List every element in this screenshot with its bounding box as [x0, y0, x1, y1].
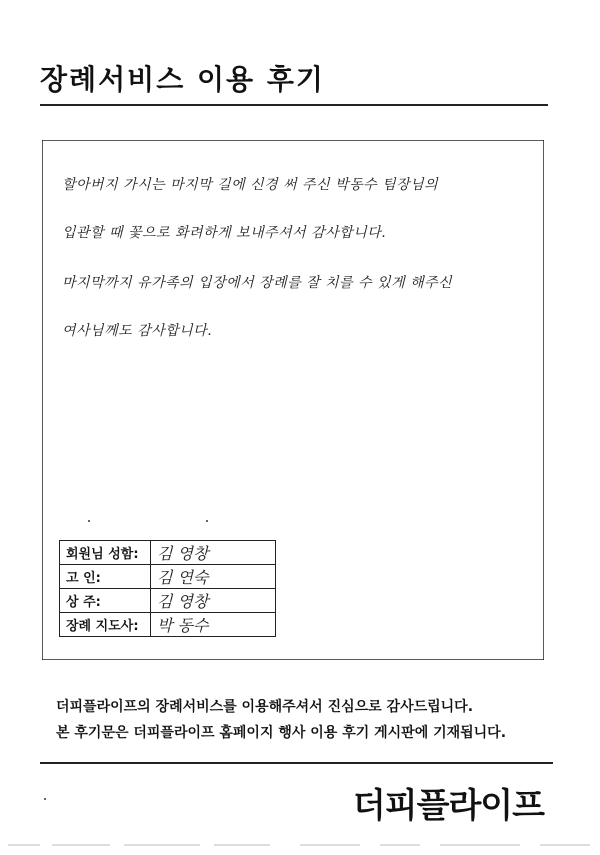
- chief-mourner-label: 상 주:: [60, 589, 151, 613]
- table-row: [60, 541, 276, 565]
- footer-divider: [40, 762, 553, 764]
- member-name-label: 회원님 성함:: [60, 541, 151, 565]
- funeral-info-table: [59, 540, 276, 637]
- deceased-value: 김 연숙: [151, 565, 276, 589]
- member-name-value: 김 영창: [151, 541, 276, 565]
- review-line: 입관할 때 꽃으로 화려하게 보내주셔서 감사합니다.: [62, 225, 387, 241]
- review-line: 여사님께도 감사합니다.: [62, 323, 213, 339]
- scan-speck: [44, 798, 46, 800]
- scan-speck: [206, 520, 208, 522]
- page-title: 장례서비스 이용 후기: [40, 63, 325, 96]
- company-logo: 더피플라이프: [352, 787, 544, 825]
- table-row: [60, 565, 276, 589]
- scan-speck: [88, 520, 90, 522]
- thanks-line: 본 후기문은 더피플라이프 홈페이지 행사 이용 후기 게시판에 기재됩니다.: [56, 725, 507, 741]
- review-line: 할아버지 가시는 마지막 길에 신경 써 주신 박동수 팀장님의: [62, 177, 439, 193]
- table-row: [60, 589, 276, 613]
- chief-mourner-value: 김 영창: [151, 589, 276, 613]
- thanks-line: 더피플라이프의 장례서비스를 이용해주셔서 진심으로 감사드립니다.: [56, 699, 474, 715]
- scan-footer-marks: [0, 842, 600, 848]
- table-row: [60, 613, 276, 637]
- deceased-label: 고 인:: [60, 565, 151, 589]
- review-line: 마지막까지 유가족의 입장에서 장례를 잘 치를 수 있게 해주신: [62, 275, 453, 291]
- title-divider: [40, 104, 548, 106]
- director-label: 장례 지도사:: [60, 613, 151, 637]
- director-value: 박 동수: [151, 613, 276, 637]
- thanks-notice: [56, 694, 506, 746]
